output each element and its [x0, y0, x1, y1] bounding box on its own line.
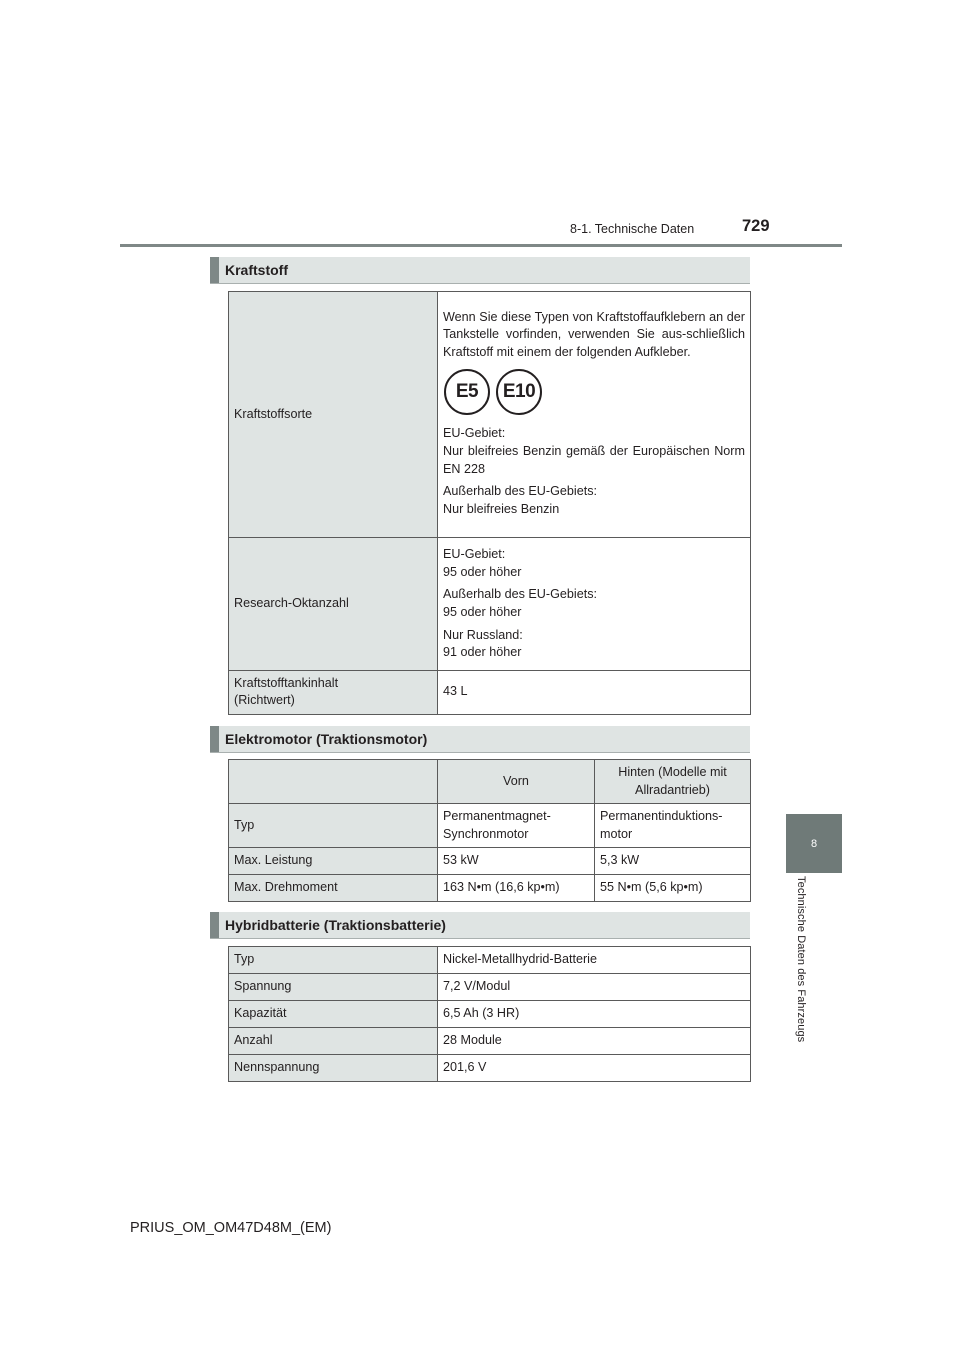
table-row [229, 538, 751, 671]
row-label: Typ [229, 804, 438, 848]
header-divider [120, 244, 842, 247]
row-label: Typ [229, 947, 438, 974]
fuel-table [228, 291, 751, 715]
col-header-rear-line-2: Allradantrieb) [635, 782, 710, 797]
table-row [229, 875, 751, 902]
octane-eu-title: EU-Gebiet: [443, 547, 506, 561]
chapter-number: 8 [810, 837, 818, 850]
cell-rear-line-2: motor [600, 826, 633, 841]
col-header-rear [595, 760, 751, 804]
octane-non-eu-block [443, 586, 745, 621]
section-title: Elektromotor (Traktionsmotor) [225, 731, 428, 747]
octane-eu-block [443, 546, 745, 581]
row-label: Max. Drehmoment [229, 875, 438, 902]
fuel-eu-text: Nur bleifreies Benzin gemäß der Europäischen Norm EN 228 [443, 444, 745, 476]
cell-front: 53 kW [438, 848, 595, 875]
table-row [229, 292, 751, 538]
motor-table [228, 759, 751, 902]
col-header-front: Vorn [438, 760, 595, 804]
fuel-eu-title: EU-Gebiet: [443, 426, 506, 441]
table-row [229, 848, 751, 875]
octane-non-eu-value: 95 oder höher [443, 604, 522, 619]
table-row [229, 947, 751, 974]
table-row [229, 1028, 751, 1055]
row-value: 7,2 V/Modul [438, 974, 751, 1001]
tank-capacity-value: 43 L [438, 670, 751, 714]
fuel-type-label: Kraftstoffsorte [229, 292, 438, 538]
cell-front-line-1: Permanentmagnet- [443, 808, 551, 823]
cell-rear: 55 N•m (5,6 kp•m) [595, 875, 751, 902]
octane-label: Research-Oktanzahl [229, 538, 438, 671]
section-header-kraftstoff [210, 257, 750, 283]
cell-front: 163 N•m (16,6 kp•m) [438, 875, 595, 902]
section-underline [210, 938, 750, 939]
octane-eu-value: 95 oder höher [443, 564, 522, 579]
row-value: 6,5 Ah (3 HR) [438, 1001, 751, 1028]
e10-badge-icon: E10 [496, 369, 542, 415]
table-row [229, 670, 751, 714]
fuel-type-value [438, 292, 751, 538]
row-value: 201,6 V [438, 1055, 751, 1082]
section-title: Kraftstoff [225, 262, 288, 278]
tank-capacity-label [229, 670, 438, 714]
cell-front-line-2: Synchronmotor [443, 826, 529, 841]
row-label: Spannung [229, 974, 438, 1001]
octane-ru-value: 91 oder höher [443, 645, 522, 660]
fuel-eu-block [443, 425, 745, 478]
section-title: Hybridbatterie (Traktionsbatterie) [225, 917, 446, 933]
octane-non-eu-title: Außerhalb des EU-Gebiets: [443, 587, 597, 602]
section-heading: 8-1. Technische Daten [570, 222, 695, 236]
section-marker [210, 912, 219, 938]
section-underline [210, 752, 750, 753]
cell-rear-line-1: Permanentinduktions- [600, 808, 723, 823]
section-marker [210, 257, 219, 283]
section-marker [210, 726, 219, 752]
row-label: Kapazität [229, 1001, 438, 1028]
table-row [229, 804, 751, 848]
fuel-badges [443, 369, 745, 415]
tank-label-line-2: (Richtwert) [234, 693, 295, 708]
chapter-title-vertical: Technische Daten des Fahrzeugs [795, 876, 807, 1043]
table-row [229, 974, 751, 1001]
row-value: Nickel-Metallhydrid-Batterie [438, 947, 751, 974]
table-row [229, 760, 751, 804]
document-code: PRIUS_OM_OM47D48M_(EM) [130, 1220, 332, 1236]
row-label: Max. Leistung [229, 848, 438, 875]
fuel-non-eu-block [443, 483, 745, 518]
row-label: Nennspannung [229, 1055, 438, 1082]
cell-front [438, 804, 595, 848]
section-underline [210, 283, 750, 284]
page-number: 729 [742, 217, 770, 235]
table-row [229, 1055, 751, 1082]
section-header-motor [210, 726, 750, 752]
cell-rear: 5,3 kW [595, 848, 751, 875]
chapter-tab[interactable] [786, 814, 842, 873]
fuel-sticker-intro: Wenn Sie diese Typen von Kraftstoffaufklebern an der Tankstelle vorfinden, verwenden Sie aus-schließlich Kraftstoff mit einem der folgenden Aufkleber. [443, 309, 745, 359]
cell-rear [595, 804, 751, 848]
octane-value [438, 538, 751, 671]
table-row [229, 1001, 751, 1028]
fuel-non-eu-text: Nur bleifreies Benzin [443, 501, 560, 516]
e5-badge-icon: E5 [444, 369, 490, 415]
table-header-empty [229, 760, 438, 804]
octane-ru-title: Nur Russland: [443, 627, 523, 642]
col-header-rear-line-1: Hinten (Modelle mit [618, 764, 727, 779]
row-value: 28 Module [438, 1028, 751, 1055]
tank-label-line-1: Kraftstofftankinhalt [234, 675, 339, 690]
fuel-non-eu-title: Außerhalb des EU-Gebiets: [443, 484, 597, 499]
row-label: Anzahl [229, 1028, 438, 1055]
battery-table [228, 946, 751, 1082]
octane-ru-block [443, 627, 745, 662]
section-header-battery [210, 912, 750, 938]
